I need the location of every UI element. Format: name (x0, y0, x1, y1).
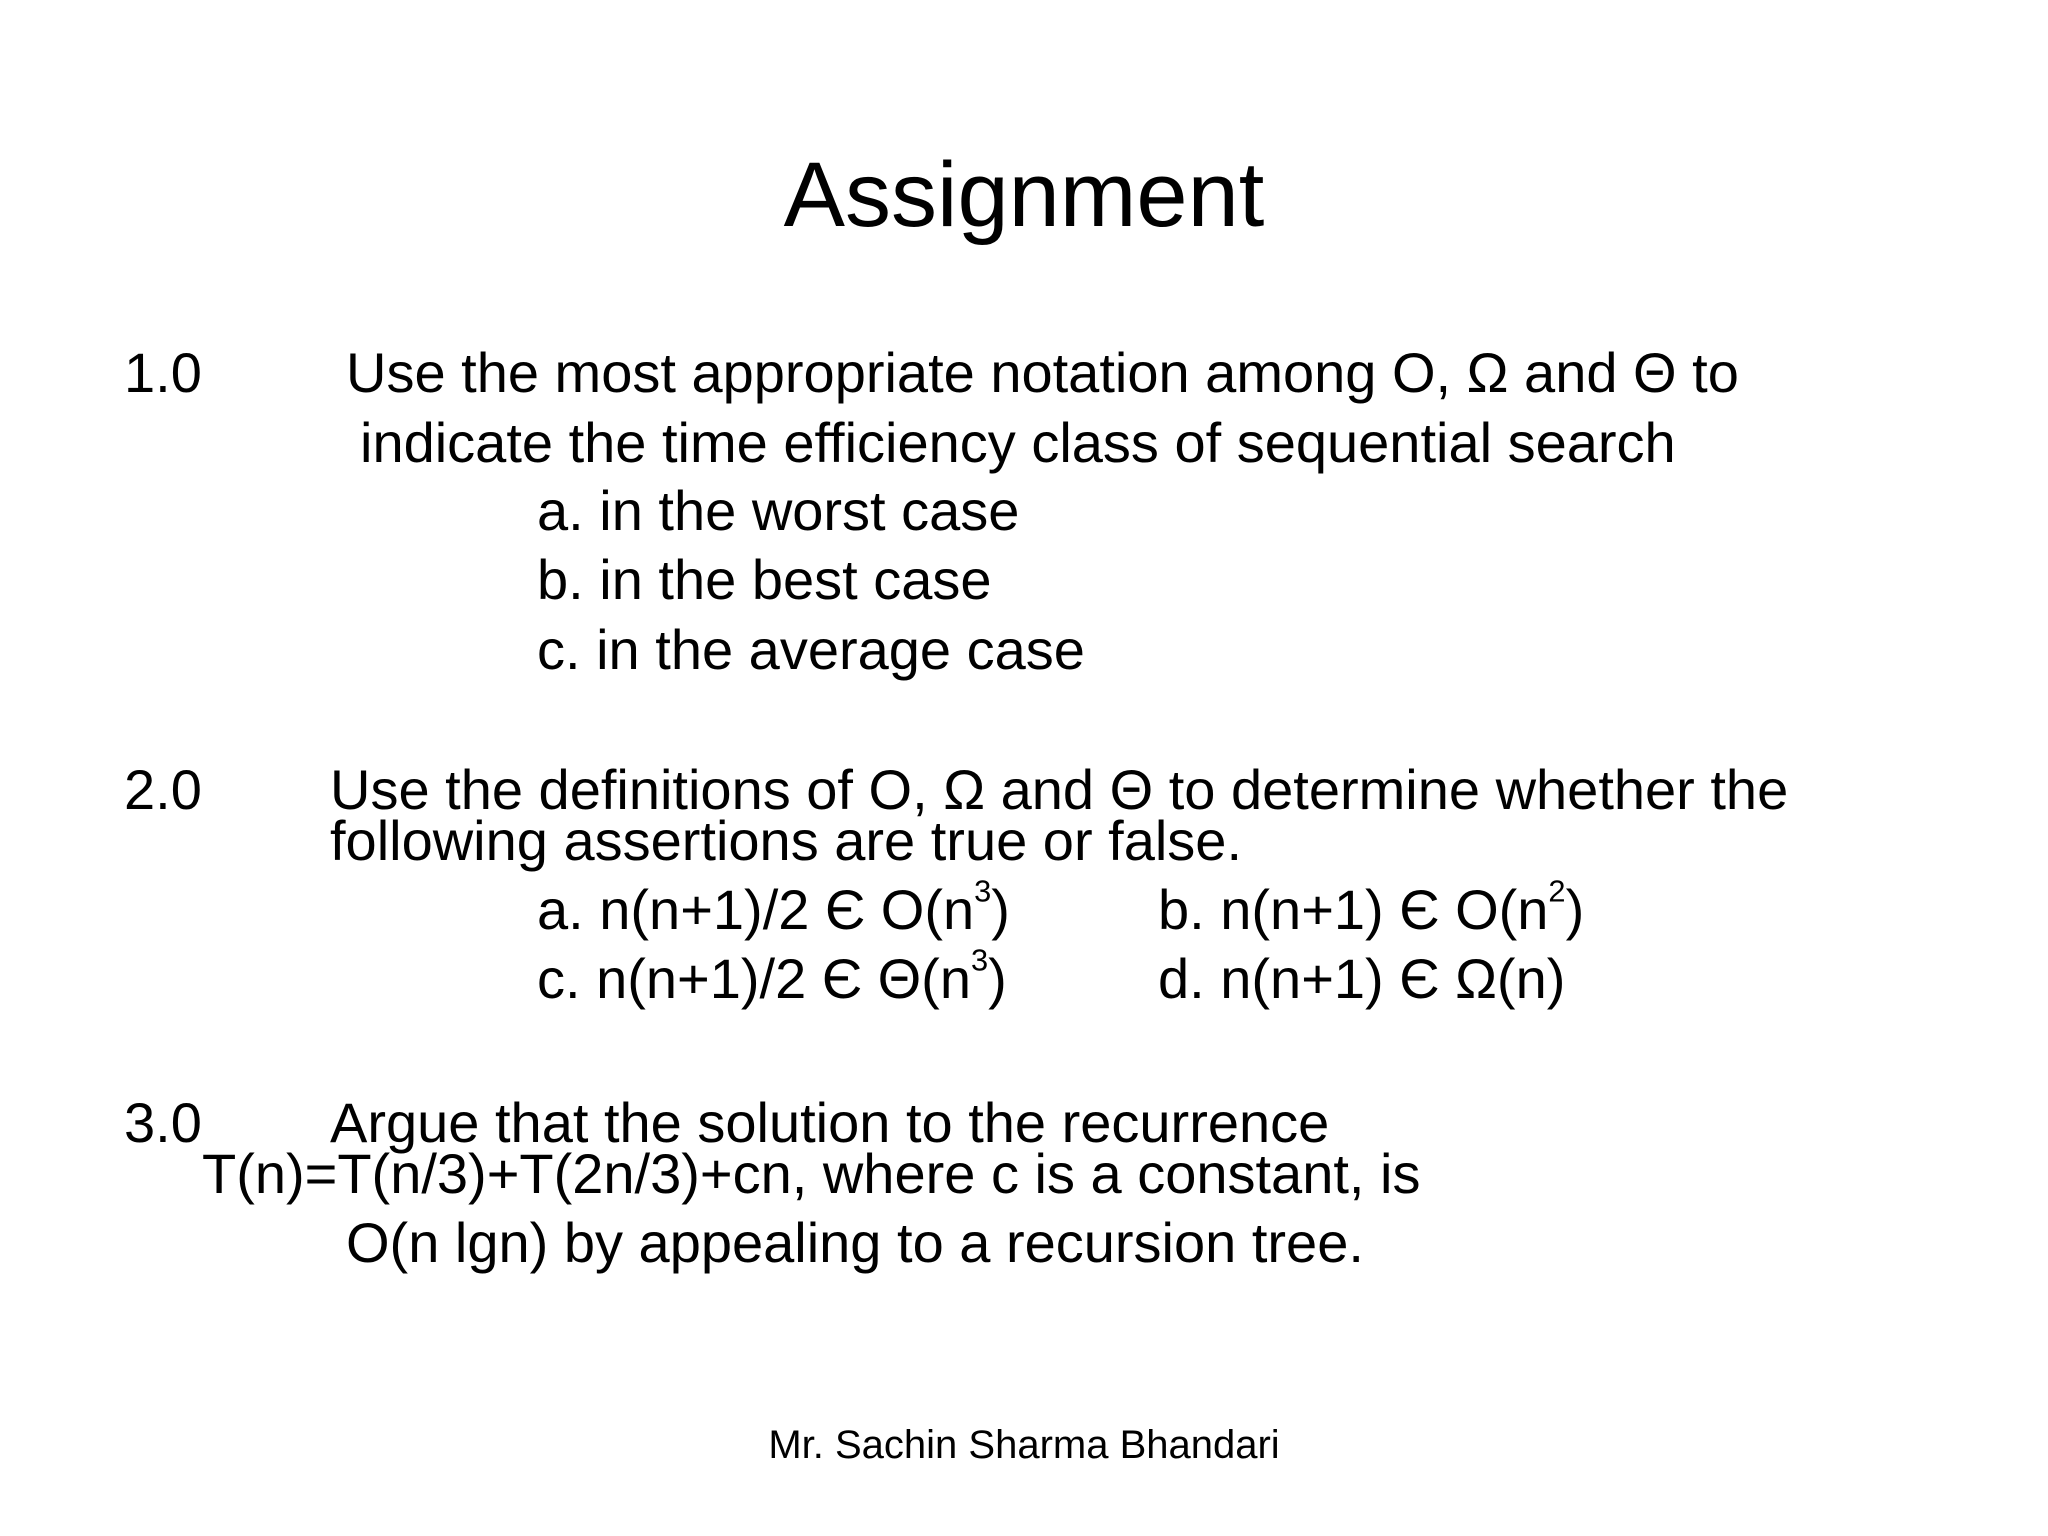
assertion-b-text: b. n(n+1) Є O(n (1158, 878, 1549, 941)
assertion-a-text: a. n(n+1)/2 Є O(n (537, 878, 975, 941)
assertion-b-close: ) (1565, 878, 1585, 941)
assertion-d (1158, 946, 1565, 1012)
assertion-b (1158, 873, 1585, 943)
assertion-b-exponent: 2 (1548, 873, 1566, 909)
assertion-c-exponent: 3 (970, 942, 989, 978)
question-1-item-b: b. in the best case (537, 548, 992, 611)
assertion-c (537, 942, 1007, 1012)
question-3-number: 3.0 (124, 1091, 202, 1154)
question-2-number: 2.0 (124, 758, 202, 821)
question-1-number: 1.0 (124, 341, 202, 404)
assertion-a-exponent: 3 (974, 873, 992, 909)
question-1-item-c: c. in the average case (537, 618, 1085, 681)
question-3-line-1: Argue that the solution to the recurrence (330, 1091, 1330, 1154)
assertion-d-text: d. n(n+1) Є Ω(n) (1158, 947, 1566, 1010)
assertion-c-close: ) (988, 947, 1007, 1010)
question-3-line-3: O(n lgn) by appealing to a recursion tree. (346, 1211, 1364, 1274)
question-2-line-1: Use the definitions of O, Ω and Θ to determine whether the (330, 758, 1789, 821)
question-1-item-a: a. in the worst case (537, 479, 1020, 542)
question-3-line-2: T(n)=T(n/3)+T(2n/3)+cn, where c is a constant, is (202, 1142, 1421, 1205)
assertion-c-text: c. n(n+1)/2 Є Θ(n (537, 947, 971, 1010)
question-2-line-2: following assertions are true or false. (330, 809, 1242, 872)
slide-title: Assignment (783, 144, 1265, 246)
question-1-line-1: Use the most appropriate notation among O, Ω and Θ to (346, 341, 1739, 404)
assertion-a-close: ) (991, 878, 1010, 941)
assertion-a (537, 873, 1010, 943)
question-1-line-2: indicate the time efficiency class of sequential search (360, 411, 1676, 474)
author-footer: Mr. Sachin Sharma Bhandari (768, 1423, 1280, 1467)
